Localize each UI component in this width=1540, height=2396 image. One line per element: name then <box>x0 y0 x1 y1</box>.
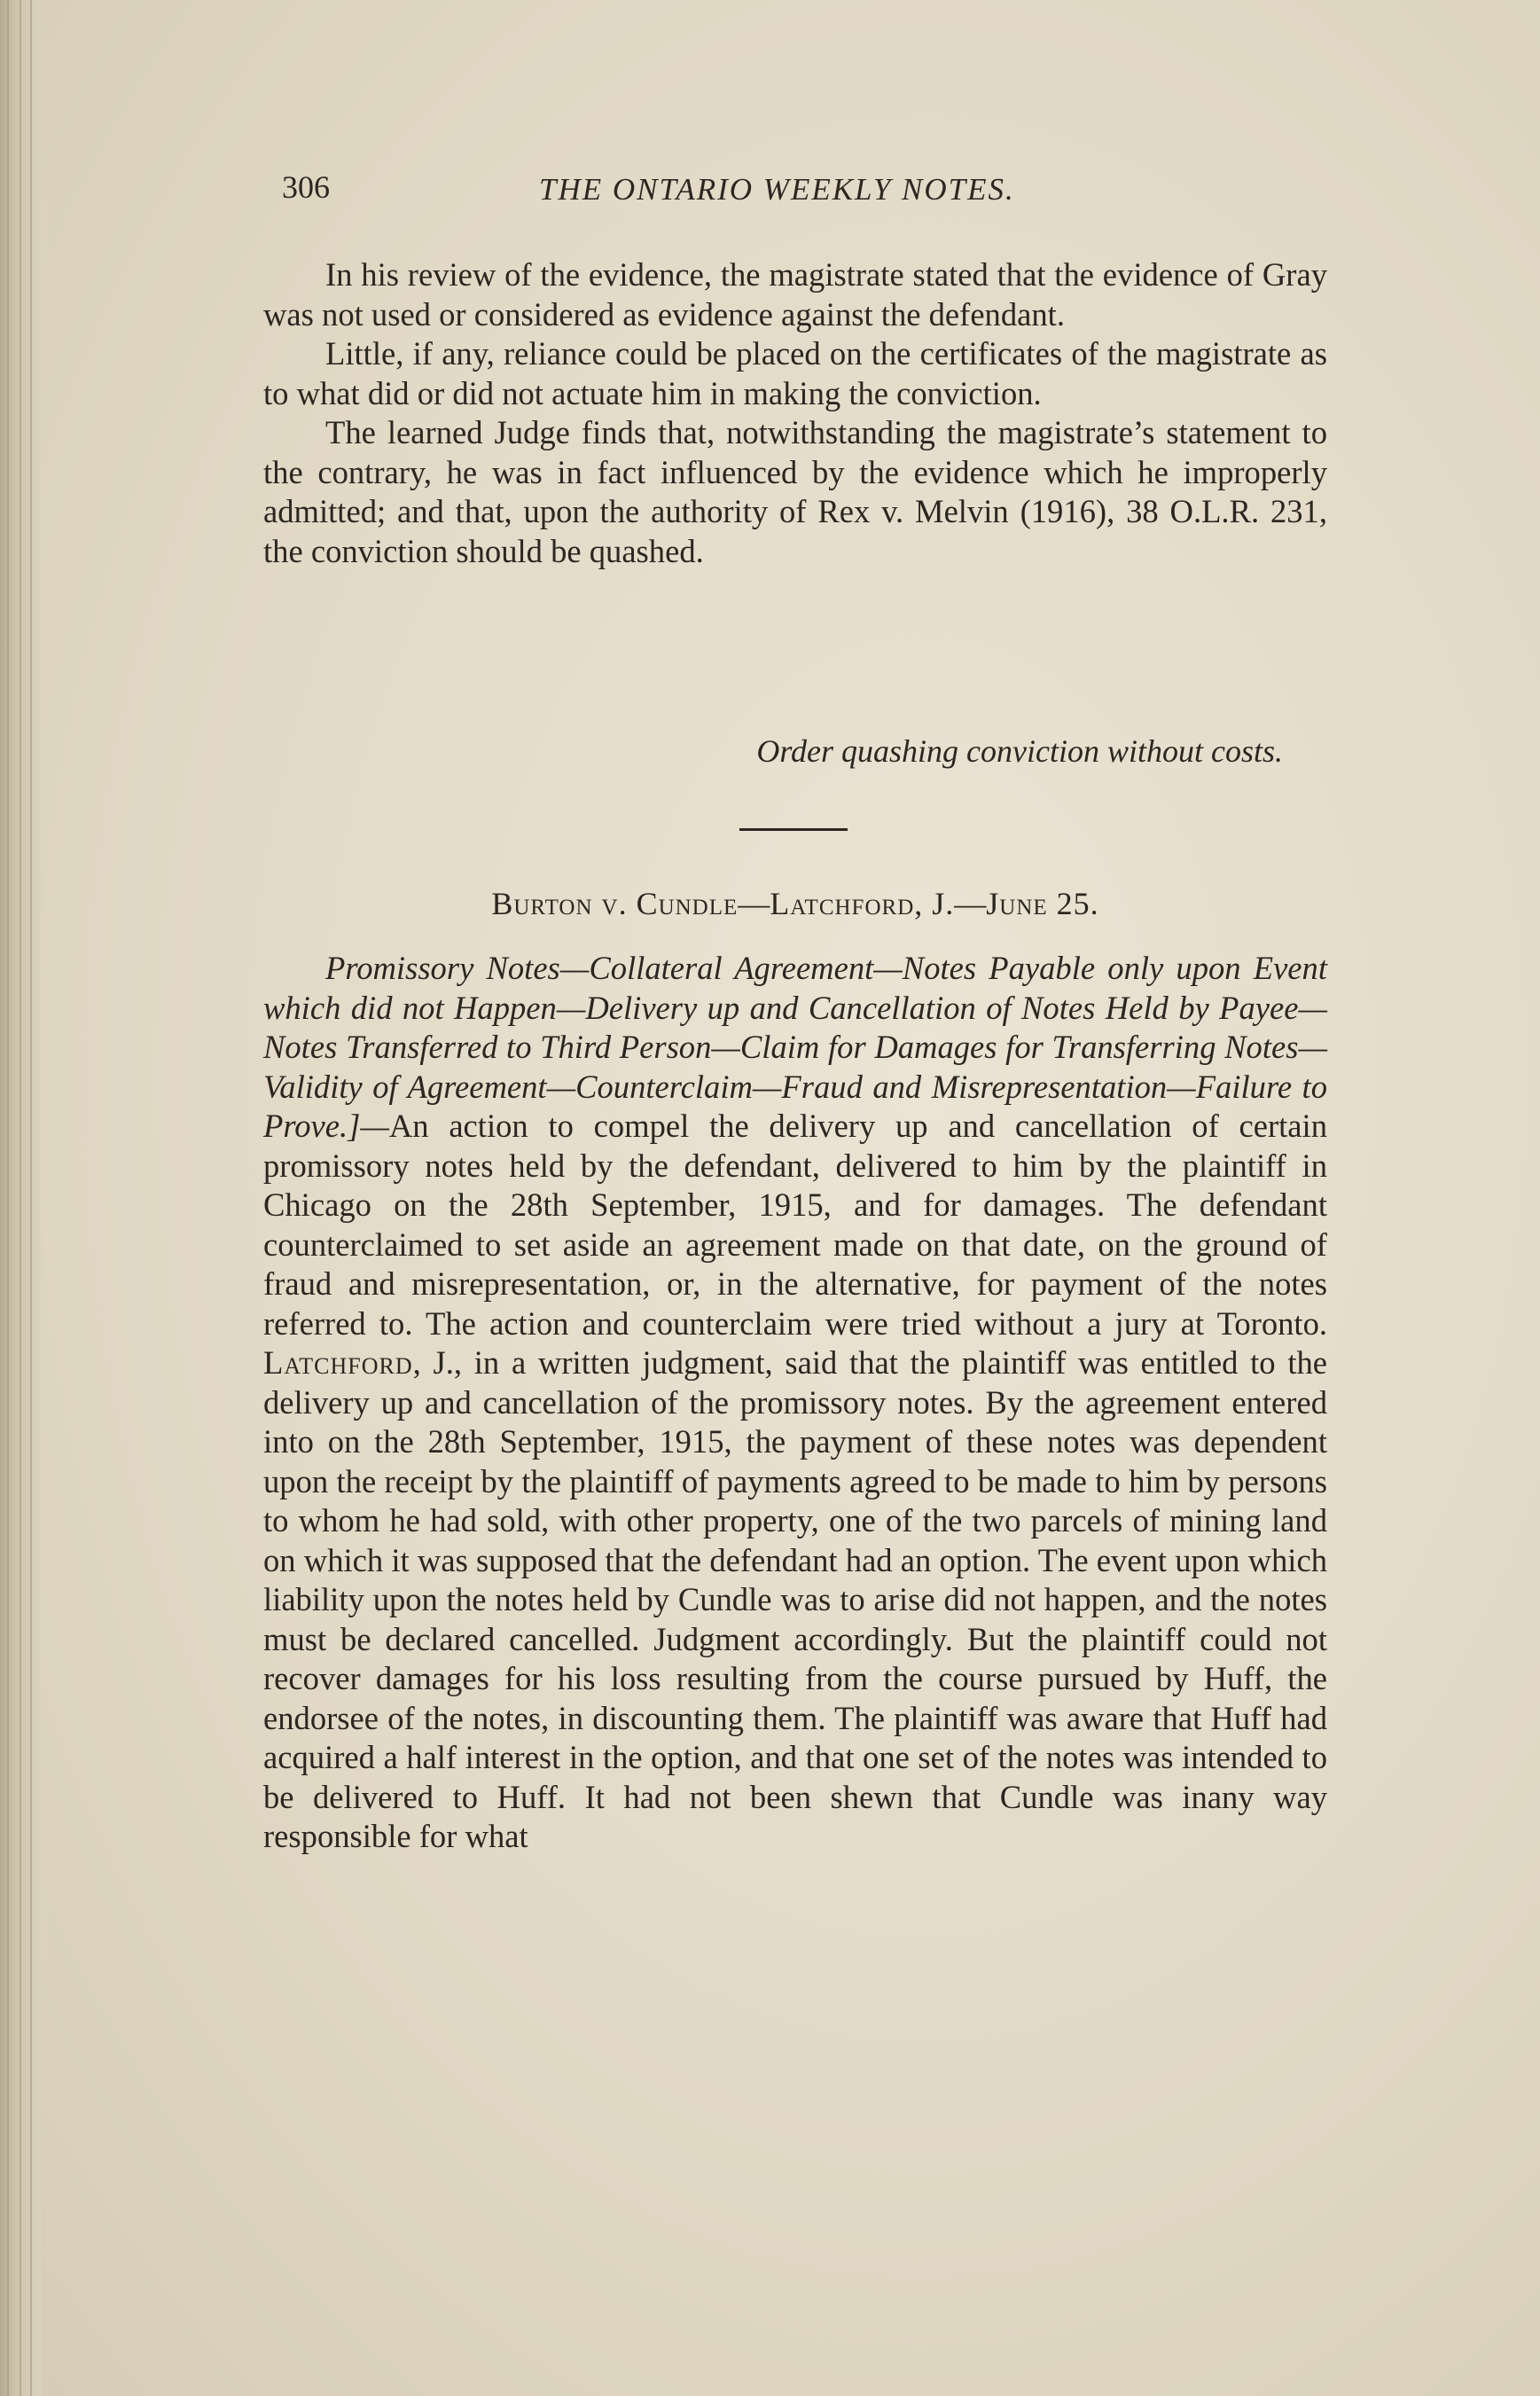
case-judge: Latchford, J. <box>770 886 955 921</box>
page-number: 306 <box>282 169 330 205</box>
paragraph: The learned Judge finds that, notwithstanding the magistrate’s statement to the contrary, he was in fact influenced by the evidence which he improperly admitted; and that, upon the authority of Rex v. Melvin (1916), 38 O.L.R. 231, the conviction should be quashed. <box>263 414 1327 569</box>
paragraph: In his review of the evidence, the magistrate stated that the evidence of Gray was not used or considered as evidence against the defendant. <box>263 256 1327 333</box>
case-parties: Burton v. Cundle <box>491 886 739 921</box>
continued-case-text <box>263 255 1327 571</box>
page-gutter <box>0 0 41 2396</box>
gutter-edge-line <box>20 0 21 2396</box>
page-header <box>282 168 1328 215</box>
paragraph: Little, if any, reliance could be placed on the certificates of the magistrate as to what did or did not actuate him in making the conviction. <box>263 335 1327 411</box>
report-body: , J., in a written judgment, said that the plaintiff was entitled to the delivery up and cancellation of the promissory notes. By the agreement entered into on the 28th September, 1915, the payment of these notes was dependent upon the receipt by the plaintiff of payments agreed to be made to him by persons to whom he had sold, with other property, one of the two parcels of mining land on which it was supposed that the defendant had an option. The event upon which liability upon the notes held by Cundle was to arise did not happen, and the notes must be declared cancelled. Judgment accordingly. But the plaintiff could not recover damages for his loss resulting from the course pursued by Huff, the endorsee of the notes, in discounting them. The plaintiff was aware that Huff had acquired a half interest in the option, and that one set of the notes was intended to be delivered to Huff. It had not been shewn that Cundle was inany way responsible for what <box>263 1344 1327 1854</box>
catchwords: Promissory Notes—Collateral Agreement—Notes Payable only upon Event which did not Happen—Delivery up and Cancellation of Notes Held by Payee—Notes Transferred to Third Person—Claim for Damages for Transferring Notes—Validity of Agreement—Counterclaim—Fraud and Misrepresentation—Failure to Prove.]— <box>263 950 1327 1144</box>
heading-separator: — <box>738 886 770 921</box>
new-case-text <box>263 949 1327 1857</box>
case-heading <box>263 885 1327 922</box>
heading-separator: — <box>954 886 987 921</box>
report-body: An action to compel the delivery up and cancellation of certain promissory notes held by the defendant, delivered to him by the plaintiff in Chicago on the 28th September, 1915, and for damages. The defendant counterclaimed to set aside an agreement made on that date, on the ground of fraud and misrepresentation, or, in the alternative, for payment of the notes referred to. The action and counterclaim were tried without a jury at Toronto. <box>263 1108 1327 1342</box>
judge-name: Latchford <box>263 1344 413 1381</box>
case-date: June 25. <box>986 886 1099 921</box>
gutter-edge-line <box>30 0 32 2396</box>
running-head: THE ONTARIO WEEKLY NOTES. <box>539 172 1015 207</box>
gutter-edge-line <box>7 0 9 2396</box>
order-line: Order quashing conviction without costs. <box>756 733 1283 769</box>
case-report-paragraph <box>263 949 1327 1857</box>
section-divider <box>739 828 848 831</box>
